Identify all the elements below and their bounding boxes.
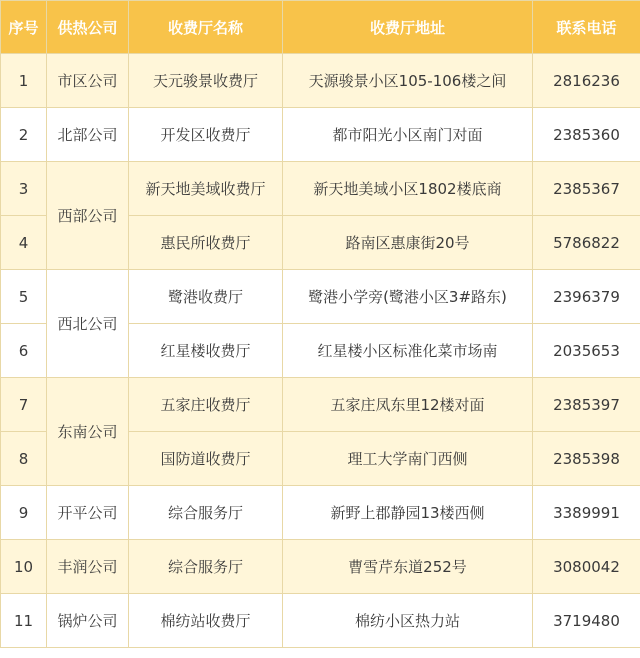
row-hall: 综合服务厅 [129, 540, 283, 594]
col-header-company: 供热公司 [47, 1, 129, 54]
row-phone: 3389991 [533, 486, 640, 540]
row-no: 4 [1, 216, 47, 270]
table-row [1, 162, 640, 216]
row-hall: 棉纺站收费厅 [129, 594, 283, 648]
row-address: 新野上郡静园13楼西侧 [283, 486, 533, 540]
row-phone: 3080042 [533, 540, 640, 594]
table-row [1, 540, 640, 594]
row-no: 10 [1, 540, 47, 594]
row-address: 鹭港小学旁(鹭港小区3#路东) [283, 270, 533, 324]
row-hall: 新天地美域收费厅 [129, 162, 283, 216]
row-hall: 综合服务厅 [129, 486, 283, 540]
row-hall: 国防道收费厅 [129, 432, 283, 486]
row-hall: 红星楼收费厅 [129, 324, 283, 378]
table-row [1, 486, 640, 540]
row-hall: 开发区收费厅 [129, 108, 283, 162]
row-phone: 3719480 [533, 594, 640, 648]
row-phone: 2035653 [533, 324, 640, 378]
row-company: 北部公司 [47, 108, 129, 162]
row-company: 开平公司 [47, 486, 129, 540]
row-phone: 2816236 [533, 54, 640, 108]
row-phone: 5786822 [533, 216, 640, 270]
row-hall: 天元骏景收费厅 [129, 54, 283, 108]
col-header-phone: 联系电话 [533, 1, 640, 54]
row-address: 新天地美域小区1802楼底商 [283, 162, 533, 216]
row-no: 8 [1, 432, 47, 486]
row-address: 曹雪芹东道252号 [283, 540, 533, 594]
row-company: 丰润公司 [47, 540, 129, 594]
row-phone: 2385360 [533, 108, 640, 162]
row-no: 3 [1, 162, 47, 216]
row-address: 五家庄凤东里12楼对面 [283, 378, 533, 432]
row-no: 9 [1, 486, 47, 540]
col-header-no: 序号 [1, 1, 47, 54]
row-company: 东南公司 [47, 378, 129, 486]
row-address: 红星楼小区标准化菜市场南 [283, 324, 533, 378]
col-header-address: 收费厅地址 [283, 1, 533, 54]
table-row [1, 270, 640, 324]
row-address: 路南区惠康街20号 [283, 216, 533, 270]
row-address: 天源骏景小区105-106楼之间 [283, 54, 533, 108]
row-address: 棉纺小区热力站 [283, 594, 533, 648]
row-no: 1 [1, 54, 47, 108]
row-no: 5 [1, 270, 47, 324]
row-phone: 2396379 [533, 270, 640, 324]
row-phone: 2385367 [533, 162, 640, 216]
row-no: 7 [1, 378, 47, 432]
row-hall: 惠民所收费厅 [129, 216, 283, 270]
row-no: 2 [1, 108, 47, 162]
table-row [1, 54, 640, 108]
table-row [1, 594, 640, 648]
header-row [1, 1, 640, 54]
row-company: 西部公司 [47, 162, 129, 270]
row-no: 11 [1, 594, 47, 648]
row-address: 都市阳光小区南门对面 [283, 108, 533, 162]
row-no: 6 [1, 324, 47, 378]
col-header-hall: 收费厅名称 [129, 1, 283, 54]
row-company: 市区公司 [47, 54, 129, 108]
table-row [1, 108, 640, 162]
row-hall: 鹭港收费厅 [129, 270, 283, 324]
table-row [1, 378, 640, 432]
row-phone: 2385398 [533, 432, 640, 486]
row-address: 理工大学南门西侧 [283, 432, 533, 486]
row-phone: 2385397 [533, 378, 640, 432]
row-company: 锅炉公司 [47, 594, 129, 648]
row-company: 西北公司 [47, 270, 129, 378]
row-hall: 五家庄收费厅 [129, 378, 283, 432]
